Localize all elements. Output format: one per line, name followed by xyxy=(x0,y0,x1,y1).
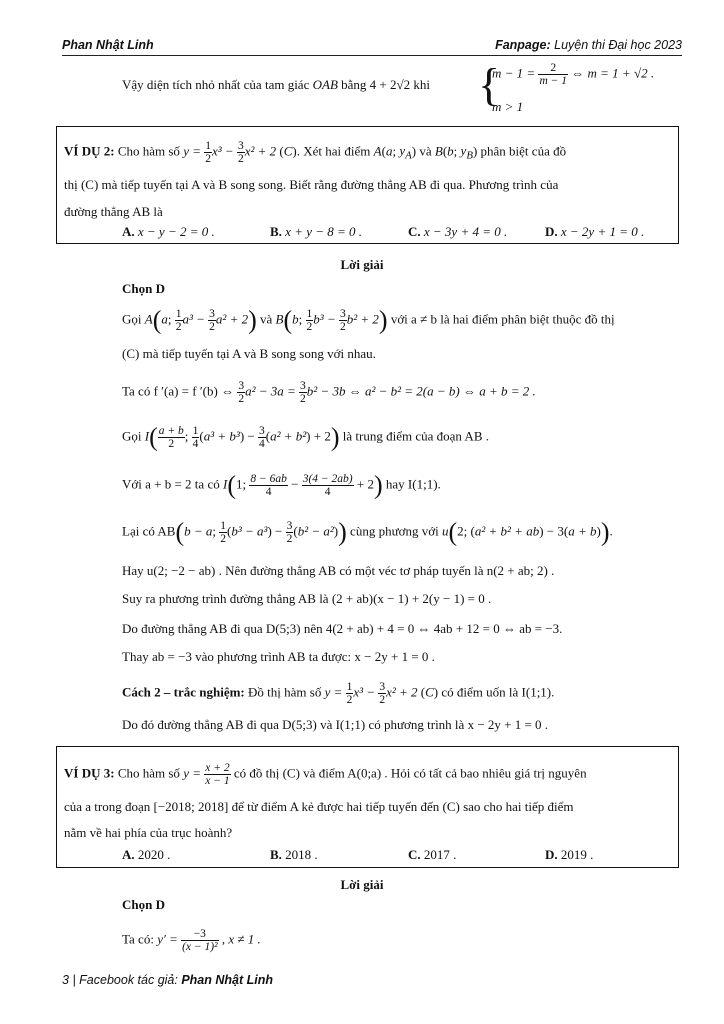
sol2-line6: Lại có AB(b − a; $\frac{1}{2}$ (b³ − a³) − $\frac{3}{2}$ (b² − a²)) cùng phương với u(2; (a² + b² + ab) − 3(a + b)). xyxy=(122,517,613,547)
header-divider xyxy=(62,55,682,56)
sol3-title: Lời giải xyxy=(340,877,384,892)
sol2-choice: Chọn D xyxy=(122,281,165,296)
sol2-line7: Hay u(2; −2 − ab) . Nên đường thẳng AB có một véc tơ pháp tuyến là n(2 + ab; 2) . xyxy=(122,563,555,578)
ex2-option-d[interactable]: D. x − 2y + 1 = 0 . xyxy=(545,224,645,239)
ex2-line3: đường thẳng AB là xyxy=(64,204,163,219)
sol2-line12: Do đó đường thẳng AB đi qua D(5;3) và I(1;1) có phương trình là x − 2y + 1 = 0 . xyxy=(122,717,549,732)
ex2-line1: VÍ DỤ 2: Cho hàm số y = $\frac{1}{2}$ x³ − $\frac{3}{2}$ x² + 2 (C). Xét hai điểm A(a; $y_A$) và B(b; $y_B$) phân biệt của đồ xyxy=(64,140,567,165)
sol2-line4: Gọi I( $\frac{a + b}{2}$ ; $\frac{1}{4}$ (a³ + b³) − $\frac{3}{4}$ (a² + b²) + 2) là trung điểm của đoạn AB . xyxy=(122,422,489,452)
intro-line: Vậy diện tích nhỏ nhất của tam giác OAB bằng 4 + 2√2 khi xyxy=(122,77,431,92)
sol2-line10: Thay ab = −3 vào phương trình AB ta được: x − 2y + 1 = 0 . xyxy=(122,649,435,664)
header-fanpage: Fanpage: Luyện thi Đại học 2023 xyxy=(495,38,682,52)
ex2-option-b[interactable]: B. x + y − 8 = 0 . xyxy=(270,224,363,239)
sol2-line9: Do đường thẳng AB đi qua D(5;3) nên 4(2 + ab) + 4 = 0 ⇔ 4ab + 12 = 0 ⇔ ab = −3. xyxy=(122,621,563,636)
sol3-line1: Ta có: y′ = $\frac{-3}{\text{(x − 1)²}}$ , x ≠ 1 . xyxy=(122,928,261,953)
ex3-option-d[interactable]: D. 2019 . xyxy=(545,847,594,862)
page-footer: 3 | Facebook tác giả: Phan Nhật Linh xyxy=(62,973,273,987)
sol3-choice: Chọn D xyxy=(122,897,165,912)
header-author: Phan Nhật Linh xyxy=(62,38,154,52)
ex3-option-b[interactable]: B. 2018 . xyxy=(270,847,318,862)
sol2-line3: Ta có f ′(a) = f ′(b) ⇔ $\frac{3}{2}$ a² − 3a = $\frac{3}{2}$ b² − 3b ⇔ a² − b² = 2(a − b) ⇔ a + b = 2 . xyxy=(122,380,536,405)
page-header xyxy=(62,38,682,56)
sol2-line2: (C) mà tiếp tuyến tại A và B song song với nhau. xyxy=(122,346,376,361)
ex3-option-c[interactable]: C. 2017 . xyxy=(408,847,457,862)
ex3-line2: của a trong đoạn [−2018; 2018] để từ điểm A kẻ được hai tiếp tuyến đến (C) sao cho hai tiếp điểm xyxy=(64,799,574,814)
ex2-option-a[interactable]: A. x − y − 2 = 0 . xyxy=(122,224,215,239)
ex2-option-c[interactable]: C. x − 3y + 4 = 0 . xyxy=(408,224,508,239)
sol2-line8: Suy ra phương trình đường thẳng AB là (2 + ab)(x − 1) + 2(y − 1) = 0 . xyxy=(122,591,492,606)
ex3-option-a[interactable]: A. 2020 . xyxy=(122,847,171,862)
sol2-line11: Cách 2 – trắc nghiệm: Đồ thị hàm số y = $\frac{1}{2}$ x³ − $\frac{3}{2}$ x² + 2 (C) có điểm uốn là I(1;1). xyxy=(122,681,555,706)
ex2-line2: thị (C) mà tiếp tuyến tại A và B song song. Biết rằng đường thẳng AB đi qua. Phương trình của xyxy=(64,177,559,192)
sol2-line1: Gọi A(a; $\frac{1}{2}$ a³ − $\frac{3}{2}$ a² + 2) và B(b; $\frac{1}{2}$ b³ − $\frac{3}{2}$ b² + 2) với a ≠ b là hai điểm phân biệt thuộc đồ thị xyxy=(122,305,615,335)
sol2-title: Lời giải xyxy=(340,257,384,272)
ex3-line3: nằm về hai phía của trục hoành? xyxy=(64,825,233,840)
sol2-line5: Với a + b = 2 ta có I(1; $\frac{8 - 6ab}{4}$ − $\frac{3(4 - 2ab)}{4}$ + 2) hay I(1;1). xyxy=(122,470,441,500)
ex3-line1: VÍ DỤ 3: Cho hàm số y = $\frac{x + 2}{x - 1}$ có đồ thị (C) và điểm A(0;a) . Hỏi có tất cả bao nhiêu giá trị nguyên xyxy=(64,762,587,787)
